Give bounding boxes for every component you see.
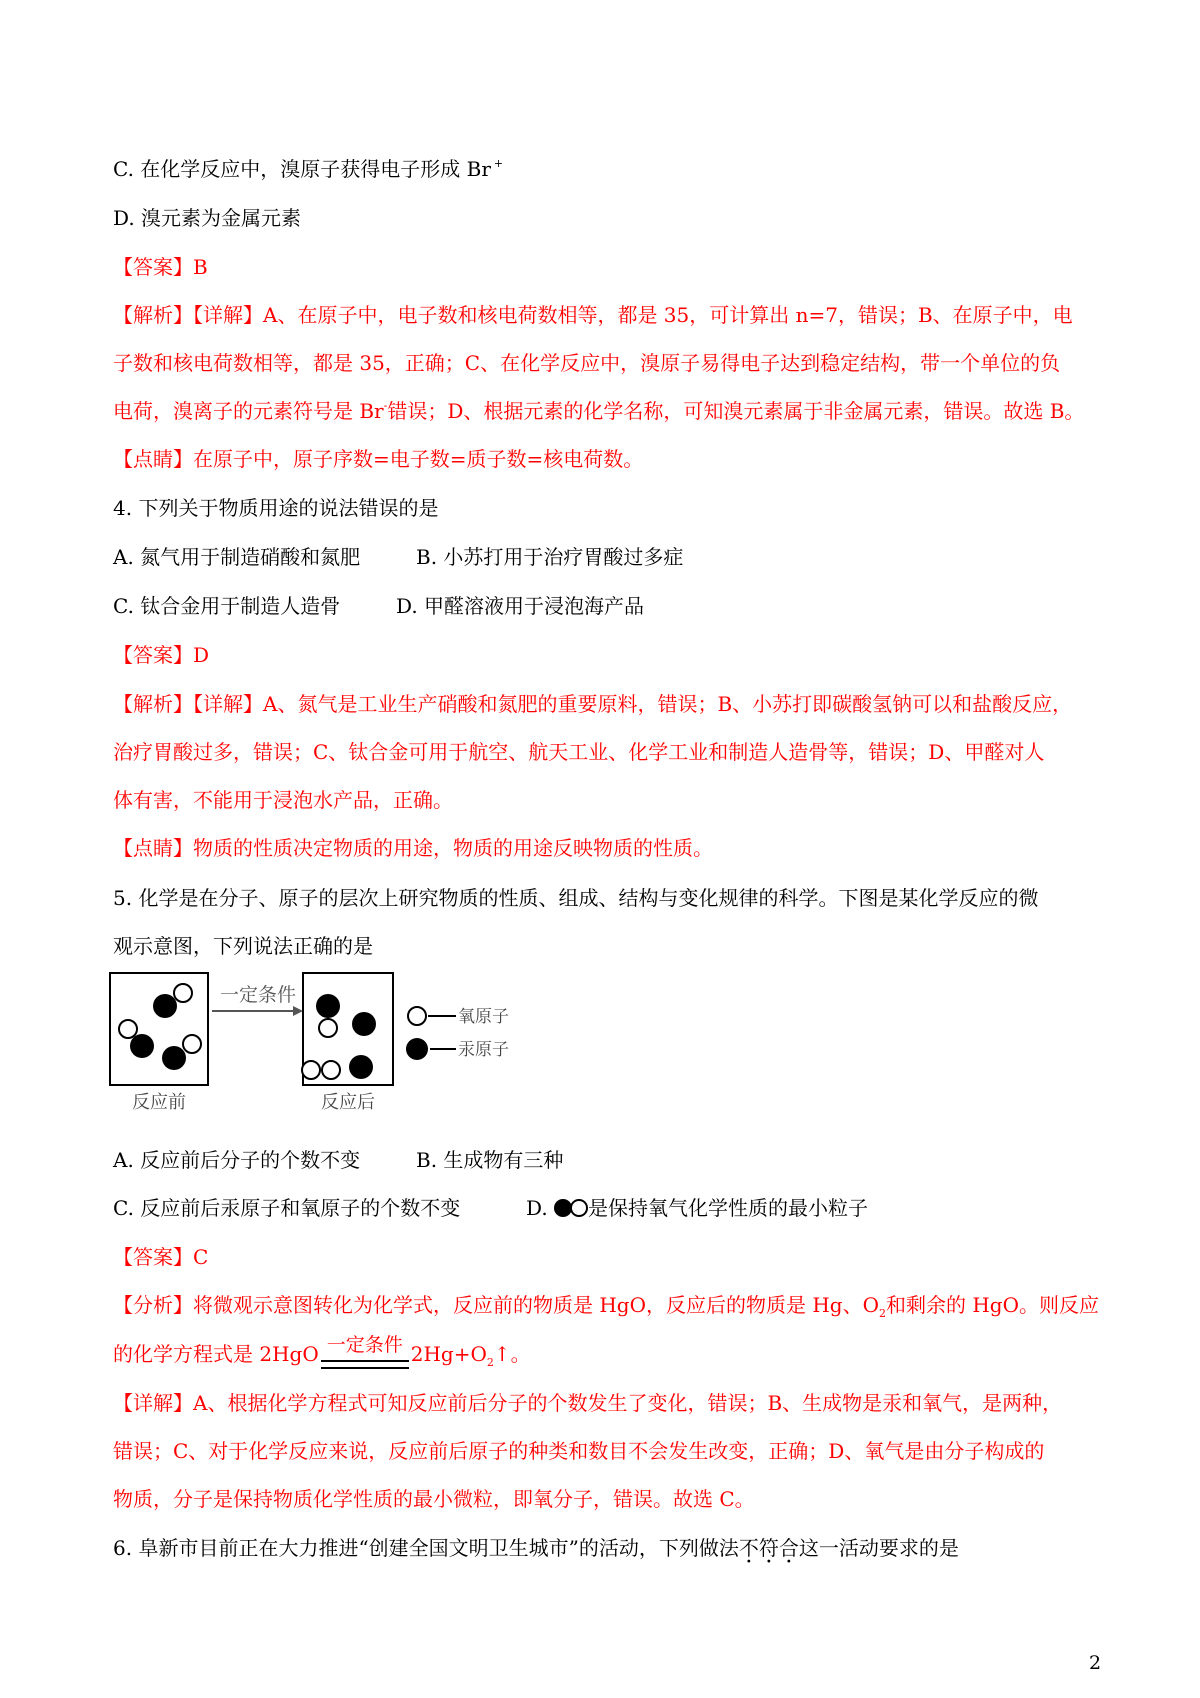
q3-option-d: D. 溴元素为金属元素 <box>113 206 302 230</box>
q4-analysis-line-3: 体有害，不能用于浸泡水产品，正确。 <box>113 788 453 812</box>
q5-options-ab <box>113 1148 563 1172</box>
oxygen-atom <box>119 1020 137 1038</box>
q4-options-cd <box>113 594 644 618</box>
arrow-head-icon <box>293 1006 303 1016</box>
q3-tip: 【点睛】在原子中，原子序数=电子数=质子数=核电荷数。 <box>113 447 644 471</box>
q4-stem: 4. 下列关于物质用途的说法错误的是 <box>113 496 439 520</box>
q3-analysis-line-1: 【解析】【详解】A、在原子中，电子数和核电荷数相等，都是 35，可计算出 n=7，错误；B、在原子中，电 <box>113 303 1073 327</box>
before-label: 反应前 <box>132 1092 186 1113</box>
after-label: 反应后 <box>321 1092 375 1113</box>
q6-stem: 6. 阜新市目前正在大力推进“创建全国文明卫生城市”的活动，下列做法不符合这一活动要求的是 <box>113 1536 959 1560</box>
before-box <box>110 973 208 1085</box>
q3-answer: 【答案】B <box>113 255 208 279</box>
reaction-micro-diagram <box>108 971 558 1121</box>
legend <box>406 1007 509 1060</box>
q3-analysis-line-3: 电荷，溴离子的元素符号是 Br-错误；D、根据元素的化学名称，可知溴元素属于非金属元素，错误。故选 B。 <box>113 399 1085 423</box>
reaction-condition: 一定条件 <box>321 1342 409 1367</box>
legend-mercury-label: 汞原子 <box>458 1040 509 1060</box>
q5-analysis-line-2: 的化学方程式是 2HgO 一定条件 $2Hg+O_2↑$。 <box>113 1334 531 1369</box>
q4-option-a: A. 氮气用于制造硝酸和氮肥 <box>113 545 361 569</box>
q5-detail-line-1: 【详解】A、根据化学方程式可知反应前后分子的个数发生了变化，错误；B、生成物是汞和氧气，是两种， <box>113 1391 1063 1415</box>
mercury-atom <box>352 1012 376 1036</box>
oxygen-atom <box>302 1061 320 1079</box>
oxygen-atom-icon <box>570 1199 588 1217</box>
q4-option-d: D. 甲醛溶液用于浸泡海产品 <box>396 594 645 618</box>
q4-options-ab <box>113 545 683 569</box>
q4-option-c: C. 钛合金用于制造人造骨 <box>113 594 341 618</box>
page-number: 2 <box>1089 1652 1102 1674</box>
q5-option-c: C. 反应前后汞原子和氧原子的个数不变 <box>113 1196 461 1220</box>
q5-answer: 【答案】C <box>113 1245 209 1269</box>
mercury-atom <box>153 994 177 1018</box>
oxygen-legend-icon <box>408 1007 426 1025</box>
q5-option-b: B. 生成物有三种 <box>416 1148 564 1172</box>
q4-answer: 【答案】D <box>113 643 210 667</box>
mercury-legend-icon <box>406 1038 428 1060</box>
oxygen-atom <box>319 1019 337 1037</box>
oxygen-atom <box>174 984 192 1002</box>
q4-tip: 【点睛】物质的性质决定物质的用途，物质的用途反映物质的性质。 <box>113 836 713 860</box>
q4-option-b: B. 小苏打用于治疗胃酸过多症 <box>416 545 684 569</box>
mercury-atom <box>349 1055 373 1079</box>
oxygen-atom <box>183 1035 201 1053</box>
oxygen-atom <box>322 1061 340 1079</box>
q5-stem-line-1: 5. 化学是在分子、原子的层次上研究物质的性质、组成、结构与变化规律的科学。下图是某化学反应的微 <box>113 886 1039 910</box>
q5-analysis-line-1: 【分析】将微观示意图转化为化学式，反应前的物质是 HgO，反应后的物质是 Hg、$O_2$和剩余的 HgO。则反应 <box>113 1293 1099 1320</box>
mercury-atom <box>130 1034 154 1058</box>
q4-analysis-line-1: 【解析】【详解】A、氮气是工业生产硝酸和氮肥的重要原料，错误；B、小苏打即碳酸氢钠可以和盐酸反应， <box>113 692 1073 716</box>
mercury-atom <box>316 994 340 1018</box>
q5-options-cd <box>113 1196 868 1220</box>
q5-option-a: A. 反应前后分子的个数不变 <box>113 1148 361 1172</box>
q3-option-c: C. 在化学反应中，溴原子获得电子形成 Br + <box>113 157 504 181</box>
q5-stem-line-2: 观示意图，下列说法正确的是 <box>113 934 373 958</box>
condition-label: 一定条件 <box>219 984 297 1006</box>
legend-oxygen-label: 氧原子 <box>458 1007 509 1027</box>
after-box <box>302 973 393 1085</box>
q4-analysis-line-2: 治疗胃酸过多，错误；C、钛合金可用于航空、航天工业、化学工业和制造人造骨等，错误；D、甲醛对人 <box>113 740 1045 764</box>
q5-option-d: D. 是保持氧气化学性质的最小粒子 <box>526 1196 869 1220</box>
q5-detail-line-3: 物质，分子是保持物质化学性质的最小微粒，即氧分子，错误。故选 C。 <box>113 1487 755 1511</box>
q3-analysis-line-2: 子数和核电荷数相等，都是 35，正确；C、在化学反应中，溴原子易得电子达到稳定结构，带一个单位的负 <box>113 351 1061 375</box>
q5-detail-line-2: 错误；C、对于化学反应来说，反应前后原子的种类和数目不会发生改变，正确；D、氧气是由分子构成的 <box>113 1439 1045 1463</box>
mercury-atom <box>162 1046 186 1070</box>
